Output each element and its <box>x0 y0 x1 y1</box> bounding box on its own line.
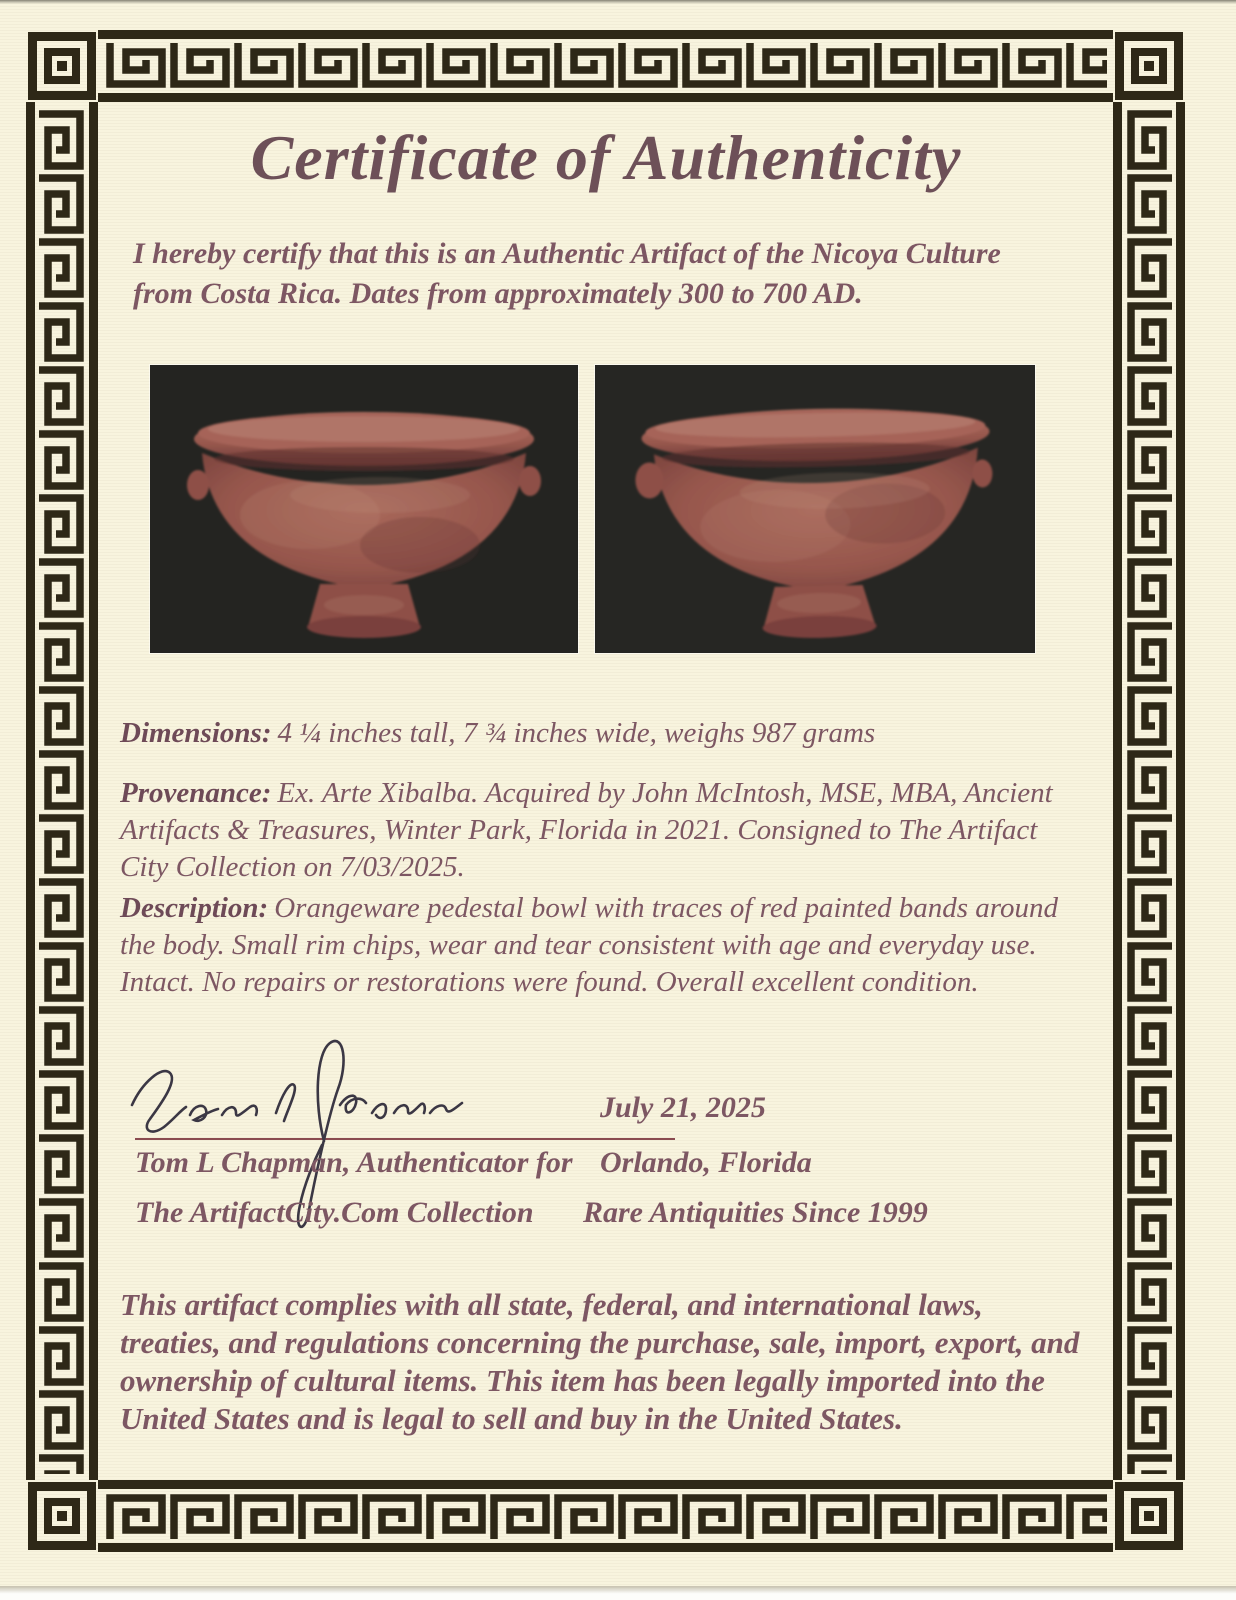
dimensions-text: 4 ¼ inches tall, 7 ¾ inches wide, weighs 987 grams <box>277 717 876 749</box>
description-label: Description: <box>120 892 269 924</box>
corner-bottom-right <box>1120 1487 1179 1546</box>
dimensions-section <box>120 715 1070 752</box>
corner-bottom-left <box>33 1487 92 1546</box>
signature-line <box>135 1138 675 1140</box>
collection-name: The ArtifactCity.Com Collection <box>135 1196 534 1229</box>
certification-statement: I hereby certify that this is an Authentic Artifact of the Nicoya Culture from Costa Rica. Dates from approximately 300 to 700 AD. <box>133 237 1001 310</box>
compliance-statement: This artifact complies with all state, federal, and international laws, treaties, and regulations concerning the purchase, sale, import, export, and ownership of cultural items. This item has been legally imported into the United States and is legal to sell and buy in the United States. <box>120 1287 1080 1436</box>
scan-edge-top <box>0 0 1236 4</box>
authenticator-location: Orlando, Florida <box>600 1146 812 1179</box>
artifact-photos <box>100 365 1112 653</box>
scan-edge-bottom <box>0 1586 1236 1600</box>
provenance-label: Provenance: <box>120 777 272 809</box>
provenance-section <box>120 775 1070 886</box>
certificate-content <box>100 103 1112 1480</box>
description-section <box>120 890 1070 1001</box>
collection-row <box>135 1196 1095 1230</box>
authenticator-row <box>135 1146 1095 1180</box>
collection-tagline: Rare Antiquities Since 1999 <box>583 1196 928 1229</box>
provenance-text: Ex. Arte Xibalba. Acquired by John McIntosh, MSE, MBA, Ancient Artifacts & Treasures, Winter Park, Florida in 2021. Consigned to The Artifact City Collection on 7/03/2025. <box>120 777 1053 883</box>
dimensions-label: Dimensions: <box>120 717 272 749</box>
artifact-photo-right <box>595 365 1035 653</box>
corner-top-right <box>1120 37 1179 96</box>
authenticator-name: Tom L Chapman, Authenticator for <box>135 1146 573 1179</box>
certificate-date: July 21, 2025 <box>600 1091 766 1124</box>
artifact-photo-left <box>150 365 578 653</box>
page-title: Certificate of Authenticity <box>250 122 962 193</box>
description-text: Orangeware pedestal bowl with traces of red painted bands around the body. Small rim chips, wear and tear consistent with age and everyday use. Intact. No repairs or restorations were found. Overall excellent condition. <box>120 892 1058 998</box>
corner-top-left <box>33 37 92 96</box>
